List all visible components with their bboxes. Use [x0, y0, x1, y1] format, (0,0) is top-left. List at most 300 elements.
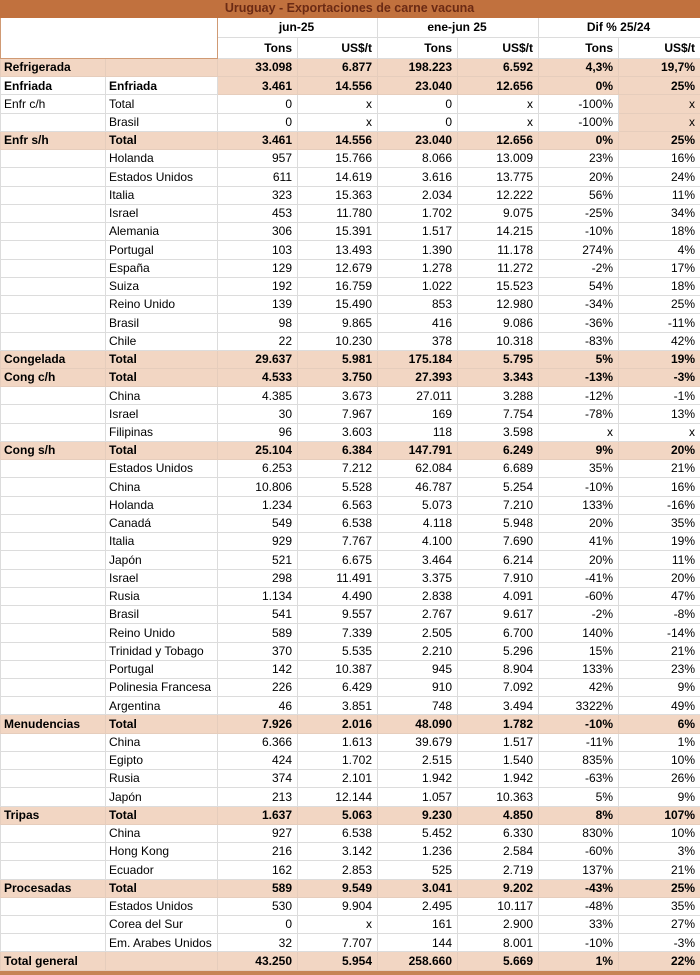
value-cell: 3.343	[458, 368, 539, 386]
value-cell: 11.491	[298, 569, 378, 587]
table-row	[1, 624, 700, 642]
value-cell: 133%	[539, 496, 619, 514]
value-cell: 0	[378, 113, 458, 131]
category-cell	[1, 642, 106, 660]
category-cell	[1, 168, 106, 186]
value-cell: 3.464	[378, 551, 458, 569]
value-cell: 16%	[619, 150, 700, 168]
value-cell: 5.981	[298, 350, 378, 368]
subcategory-cell: Portugal	[106, 660, 218, 678]
value-cell: 10%	[619, 751, 700, 769]
subcategory-cell: Italia	[106, 186, 218, 204]
table-row	[1, 131, 700, 149]
value-cell: 5.073	[378, 496, 458, 514]
value-cell: 9.557	[298, 606, 378, 624]
category-cell	[1, 934, 106, 952]
table-row	[1, 296, 700, 314]
value-cell: 416	[378, 314, 458, 332]
subcategory-cell: Japón	[106, 551, 218, 569]
value-cell: 15.766	[298, 150, 378, 168]
value-cell: 10.363	[458, 788, 539, 806]
value-cell: 4.490	[298, 587, 378, 605]
value-cell: 19,7%	[619, 59, 700, 77]
value-cell: -11%	[619, 314, 700, 332]
table-row	[1, 332, 700, 350]
value-cell: x	[298, 95, 378, 113]
value-cell: 1.236	[378, 843, 458, 861]
category-cell	[1, 277, 106, 295]
value-cell: 27%	[619, 916, 700, 934]
table-row	[1, 514, 700, 532]
subcategory-cell: Estados Unidos	[106, 168, 218, 186]
category-cell: Tripas	[1, 806, 106, 824]
value-cell: 6%	[619, 715, 700, 733]
category-cell	[1, 405, 106, 423]
table-row	[1, 843, 700, 861]
value-cell: 12.656	[458, 77, 539, 95]
subcategory-cell: Israel	[106, 405, 218, 423]
category-cell	[1, 387, 106, 405]
value-cell: 96	[218, 423, 298, 441]
table-row	[1, 770, 700, 788]
value-cell: x	[298, 113, 378, 131]
value-cell: 5.669	[458, 952, 539, 970]
value-cell: 5.254	[458, 478, 539, 496]
value-cell: -11%	[539, 733, 619, 751]
category-cell: Cong c/h	[1, 368, 106, 386]
table-row	[1, 496, 700, 514]
value-cell: 2.101	[298, 770, 378, 788]
value-cell: 14.556	[298, 77, 378, 95]
value-cell: 21%	[619, 861, 700, 879]
value-cell: -3%	[619, 368, 700, 386]
category-cell	[1, 314, 106, 332]
value-cell: 161	[378, 916, 458, 934]
category-cell	[1, 788, 106, 806]
value-cell: 8.904	[458, 660, 539, 678]
value-cell: 323	[218, 186, 298, 204]
value-cell: 4.850	[458, 806, 539, 824]
value-cell: 11.780	[298, 204, 378, 222]
value-cell: 3.603	[298, 423, 378, 441]
value-cell: 15.363	[298, 186, 378, 204]
value-cell: -25%	[539, 204, 619, 222]
column-group-jun25: jun-25	[218, 18, 378, 38]
value-cell: 1.517	[378, 223, 458, 241]
value-cell: 15%	[539, 642, 619, 660]
value-cell: 6.689	[458, 460, 539, 478]
value-cell: 5%	[539, 788, 619, 806]
table-row	[1, 824, 700, 842]
value-cell: 16.759	[298, 277, 378, 295]
value-cell: 11%	[619, 551, 700, 569]
table-row	[1, 277, 700, 295]
table-row	[1, 697, 700, 715]
value-cell: 103	[218, 241, 298, 259]
value-cell: 5.063	[298, 806, 378, 824]
value-cell: 54%	[539, 277, 619, 295]
subcategory-cell: Rusia	[106, 770, 218, 788]
value-cell: 11.272	[458, 259, 539, 277]
table-row	[1, 478, 700, 496]
value-cell: 7.210	[458, 496, 539, 514]
value-cell: 0	[378, 95, 458, 113]
value-cell: 25%	[619, 296, 700, 314]
value-cell: 10.230	[298, 332, 378, 350]
subcategory-cell: Total	[106, 350, 218, 368]
value-cell: 30	[218, 405, 298, 423]
value-cell: 46	[218, 697, 298, 715]
table-row	[1, 204, 700, 222]
value-cell: -63%	[539, 770, 619, 788]
value-cell: 48.090	[378, 715, 458, 733]
value-cell: 20%	[619, 569, 700, 587]
value-cell: 21%	[619, 642, 700, 660]
col-header-usdt-dif: US$/t	[619, 38, 700, 59]
value-cell: -34%	[539, 296, 619, 314]
value-cell: 118	[378, 423, 458, 441]
value-cell: 12.656	[458, 131, 539, 149]
table-row	[1, 59, 700, 77]
value-cell: 9.086	[458, 314, 539, 332]
value-cell: 3.494	[458, 697, 539, 715]
value-cell: 9.865	[298, 314, 378, 332]
value-cell: -8%	[619, 606, 700, 624]
value-cell: 1.134	[218, 587, 298, 605]
value-cell: 34%	[619, 204, 700, 222]
category-cell	[1, 551, 106, 569]
value-cell: 9%	[619, 788, 700, 806]
category-cell	[1, 241, 106, 259]
value-cell: -10%	[539, 223, 619, 241]
table-row	[1, 223, 700, 241]
value-cell: 525	[378, 861, 458, 879]
subcategory-cell: Total	[106, 715, 218, 733]
value-cell: 107%	[619, 806, 700, 824]
value-cell: 7.967	[298, 405, 378, 423]
value-cell: 142	[218, 660, 298, 678]
value-cell: 2.719	[458, 861, 539, 879]
table-row	[1, 314, 700, 332]
subcategory-cell: Egipto	[106, 751, 218, 769]
value-cell: 1.517	[458, 733, 539, 751]
value-cell: 6.538	[298, 824, 378, 842]
value-cell: 41%	[539, 533, 619, 551]
value-cell: 0%	[539, 77, 619, 95]
value-cell: 4,3%	[539, 59, 619, 77]
value-cell: 830%	[539, 824, 619, 842]
value-cell: 12.222	[458, 186, 539, 204]
category-cell	[1, 770, 106, 788]
value-cell: 424	[218, 751, 298, 769]
category-cell: Enfr c/h	[1, 95, 106, 113]
value-cell: 2.838	[378, 587, 458, 605]
category-cell	[1, 916, 106, 934]
value-cell: -1%	[619, 387, 700, 405]
subcategory-cell: Polinesia Francesa	[106, 678, 218, 696]
table-row	[1, 423, 700, 441]
value-cell: 213	[218, 788, 298, 806]
value-cell: 169	[378, 405, 458, 423]
value-cell: 3322%	[539, 697, 619, 715]
subcategory-cell: Estados Unidos	[106, 897, 218, 915]
category-cell	[1, 514, 106, 532]
value-cell: 6.366	[218, 733, 298, 751]
subcategory-cell: Em. Arabes Unidos	[106, 934, 218, 952]
value-cell: 20%	[539, 551, 619, 569]
value-cell: 3.673	[298, 387, 378, 405]
value-cell: 22%	[619, 952, 700, 970]
category-cell	[1, 751, 106, 769]
value-cell: 8%	[539, 806, 619, 824]
value-cell: 3.288	[458, 387, 539, 405]
subcategory-cell: Portugal	[106, 241, 218, 259]
category-cell: Procesadas	[1, 879, 106, 897]
value-cell: 14.619	[298, 168, 378, 186]
value-cell: 4.100	[378, 533, 458, 551]
table-row	[1, 569, 700, 587]
value-cell: 192	[218, 277, 298, 295]
value-cell: 11.178	[458, 241, 539, 259]
subcategory-cell: Alemania	[106, 223, 218, 241]
value-cell: 1.702	[298, 751, 378, 769]
value-cell: 15.391	[298, 223, 378, 241]
value-cell: 2.853	[298, 861, 378, 879]
table-row	[1, 678, 700, 696]
value-cell: 945	[378, 660, 458, 678]
value-cell: 17%	[619, 259, 700, 277]
value-cell: 0	[218, 916, 298, 934]
table-row	[1, 460, 700, 478]
value-cell: -2%	[539, 259, 619, 277]
value-cell: 144	[378, 934, 458, 952]
subcategory-cell: Rusia	[106, 587, 218, 605]
subcategory-cell: Total	[106, 368, 218, 386]
value-cell: 42%	[619, 332, 700, 350]
value-cell: 7.092	[458, 678, 539, 696]
value-cell: 5.795	[458, 350, 539, 368]
table-row	[1, 551, 700, 569]
value-cell: 5.948	[458, 514, 539, 532]
subcategory-cell: Brasil	[106, 314, 218, 332]
table-row	[1, 606, 700, 624]
value-cell: 14.556	[298, 131, 378, 149]
value-cell: 530	[218, 897, 298, 915]
value-cell: 13.775	[458, 168, 539, 186]
value-cell: 748	[378, 697, 458, 715]
value-cell: 1.613	[298, 733, 378, 751]
col-header-tons-enejun: Tons	[378, 38, 458, 59]
category-cell: Enfr s/h	[1, 131, 106, 149]
value-cell: 226	[218, 678, 298, 696]
value-cell: 9.230	[378, 806, 458, 824]
value-cell: 4.118	[378, 514, 458, 532]
value-cell: 39.679	[378, 733, 458, 751]
value-cell: 1.234	[218, 496, 298, 514]
table-row	[1, 77, 700, 95]
category-cell	[1, 496, 106, 514]
value-cell: 129	[218, 259, 298, 277]
subcategory-cell: Japón	[106, 788, 218, 806]
value-cell: 5.296	[458, 642, 539, 660]
value-cell: 19%	[619, 350, 700, 368]
category-cell: Total general	[1, 952, 106, 970]
table-row	[1, 241, 700, 259]
value-cell: 56%	[539, 186, 619, 204]
subcategory-cell: Hong Kong	[106, 843, 218, 861]
value-cell: 3.461	[218, 131, 298, 149]
value-cell: 6.700	[458, 624, 539, 642]
category-cell	[1, 113, 106, 131]
value-cell: 1.637	[218, 806, 298, 824]
value-cell: 2.900	[458, 916, 539, 934]
subcategory-cell: China	[106, 824, 218, 842]
value-cell: 2.584	[458, 843, 539, 861]
table-row	[1, 113, 700, 131]
value-cell: 46.787	[378, 478, 458, 496]
value-cell: 22	[218, 332, 298, 350]
value-cell: 7.767	[298, 533, 378, 551]
subcategory-cell	[106, 952, 218, 970]
value-cell: 43.250	[218, 952, 298, 970]
value-cell: 5.528	[298, 478, 378, 496]
category-cell	[1, 678, 106, 696]
category-cell	[1, 423, 106, 441]
category-cell	[1, 897, 106, 915]
category-cell	[1, 660, 106, 678]
value-cell: 2.034	[378, 186, 458, 204]
value-cell: 23.040	[378, 77, 458, 95]
table-row	[1, 806, 700, 824]
value-cell: 541	[218, 606, 298, 624]
subcategory-cell: Brasil	[106, 113, 218, 131]
value-cell: 175.184	[378, 350, 458, 368]
value-cell: 32	[218, 934, 298, 952]
value-cell: 23%	[619, 660, 700, 678]
value-cell: -60%	[539, 587, 619, 605]
value-cell: 2.767	[378, 606, 458, 624]
category-cell	[1, 478, 106, 496]
value-cell: 10%	[619, 824, 700, 842]
value-cell: -48%	[539, 897, 619, 915]
value-cell: 13.493	[298, 241, 378, 259]
value-cell: 14.215	[458, 223, 539, 241]
table-row	[1, 897, 700, 915]
category-cell	[1, 843, 106, 861]
value-cell: 18%	[619, 223, 700, 241]
subcategory-cell: Holanda	[106, 496, 218, 514]
page-title: Uruguay - Exportaciones de carne vacuna	[1, 1, 700, 18]
category-cell	[1, 624, 106, 642]
bottom-border-bar	[0, 971, 700, 975]
category-cell	[1, 150, 106, 168]
value-cell: 24%	[619, 168, 700, 186]
value-cell: 549	[218, 514, 298, 532]
value-cell: -13%	[539, 368, 619, 386]
category-cell	[1, 697, 106, 715]
value-cell: 7.339	[298, 624, 378, 642]
value-cell: 162	[218, 861, 298, 879]
value-cell: 20%	[539, 514, 619, 532]
category-cell	[1, 733, 106, 751]
value-cell: 6.384	[298, 441, 378, 459]
table-row	[1, 916, 700, 934]
col-header-tons-dif: Tons	[539, 38, 619, 59]
value-cell: 4%	[619, 241, 700, 259]
value-cell: 62.084	[378, 460, 458, 478]
value-cell: 15.523	[458, 277, 539, 295]
table-row	[1, 186, 700, 204]
subcategory-cell: España	[106, 259, 218, 277]
value-cell: 1%	[619, 733, 700, 751]
value-cell: x	[298, 916, 378, 934]
value-cell: 1.942	[378, 770, 458, 788]
value-cell: 12.980	[458, 296, 539, 314]
value-cell: 611	[218, 168, 298, 186]
value-cell: 453	[218, 204, 298, 222]
value-cell: -10%	[539, 478, 619, 496]
value-cell: x	[458, 113, 539, 131]
value-cell: 5.535	[298, 642, 378, 660]
value-cell: 137%	[539, 861, 619, 879]
value-cell: 1%	[539, 952, 619, 970]
value-cell: -83%	[539, 332, 619, 350]
value-cell: 25%	[619, 77, 700, 95]
category-cell	[1, 460, 106, 478]
value-cell: 0	[218, 113, 298, 131]
subcategory-cell: Italia	[106, 533, 218, 551]
value-cell: 4.091	[458, 587, 539, 605]
value-cell: 6.592	[458, 59, 539, 77]
category-cell	[1, 861, 106, 879]
subcategory-cell: Corea del Sur	[106, 916, 218, 934]
category-cell	[1, 186, 106, 204]
value-cell: 1.540	[458, 751, 539, 769]
value-cell: 21%	[619, 460, 700, 478]
value-cell: 139	[218, 296, 298, 314]
value-cell: x	[539, 423, 619, 441]
subcategory-cell: Brasil	[106, 606, 218, 624]
value-cell: 378	[378, 332, 458, 350]
value-cell: 589	[218, 879, 298, 897]
category-cell	[1, 296, 106, 314]
value-cell: 27.393	[378, 368, 458, 386]
value-cell: 5%	[539, 350, 619, 368]
value-cell: 957	[218, 150, 298, 168]
value-cell: 589	[218, 624, 298, 642]
col-header-tons-jun: Tons	[218, 38, 298, 59]
value-cell: 9%	[539, 441, 619, 459]
value-cell: -12%	[539, 387, 619, 405]
table-row	[1, 259, 700, 277]
value-cell: 7.910	[458, 569, 539, 587]
table-row	[1, 533, 700, 551]
value-cell: 374	[218, 770, 298, 788]
value-cell: 6.330	[458, 824, 539, 842]
column-group-dif: Dif % 25/24	[539, 18, 700, 38]
subcategory-cell: Estados Unidos	[106, 460, 218, 478]
value-cell: 35%	[619, 514, 700, 532]
value-cell: 8.066	[378, 150, 458, 168]
value-cell: 7.754	[458, 405, 539, 423]
value-cell: 6.249	[458, 441, 539, 459]
table-row	[1, 788, 700, 806]
subcategory-cell: Suiza	[106, 277, 218, 295]
value-cell: 49%	[619, 697, 700, 715]
value-cell: 47%	[619, 587, 700, 605]
value-cell: 6.429	[298, 678, 378, 696]
category-cell: Enfriada	[1, 77, 106, 95]
